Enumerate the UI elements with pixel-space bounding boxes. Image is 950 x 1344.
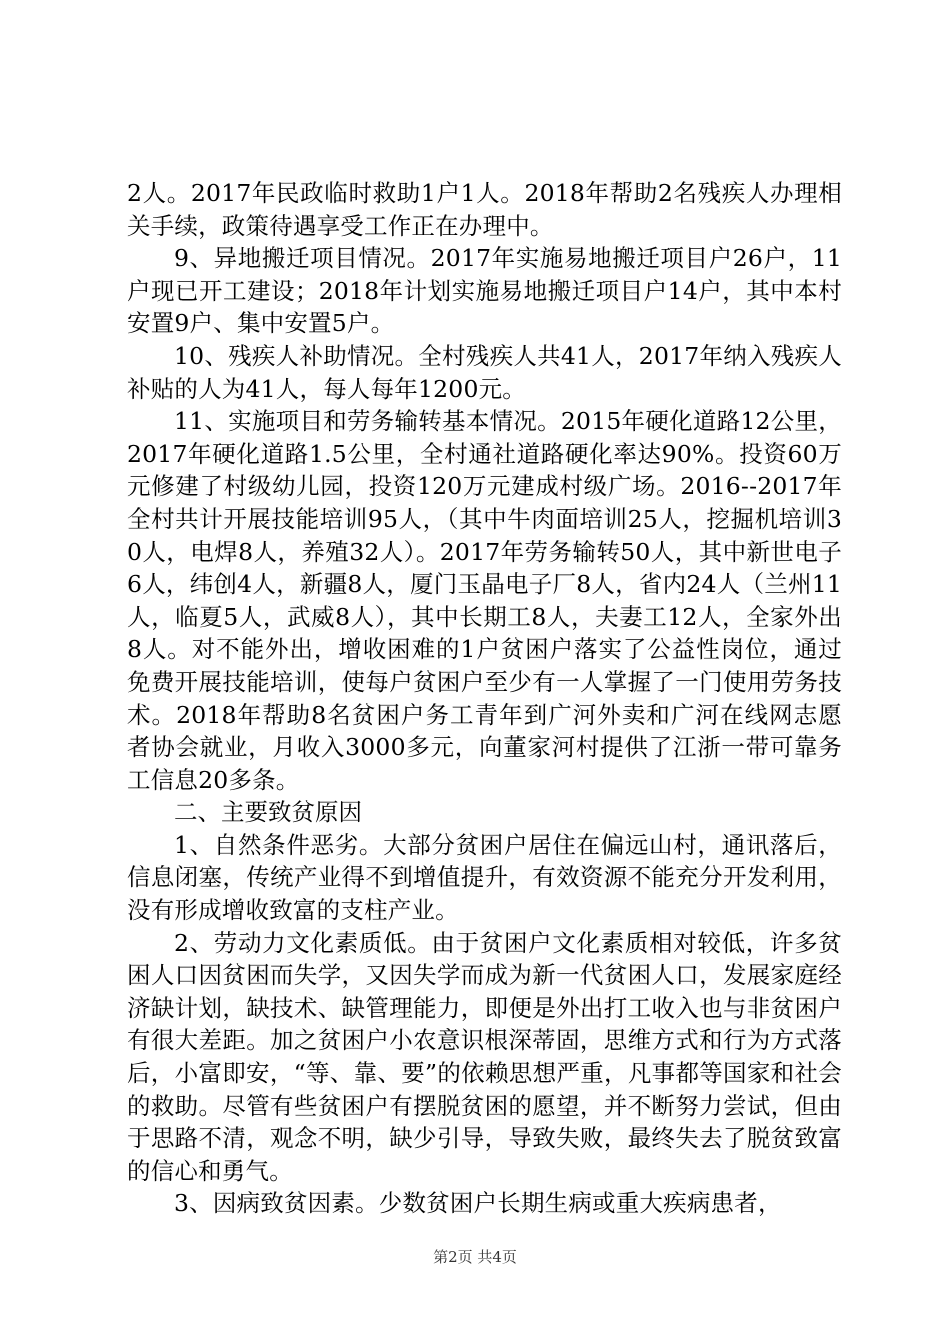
page-footer: 第2页 共4页	[433, 1248, 517, 1266]
paragraph-relief-summary: 2人。2017年民政临时救助1户1人。2018年帮助2名残疾人办理相关手续，政策待遇享受工作正在办理中。	[127, 179, 842, 240]
section-heading-poverty-causes: 二、主要致贫原因	[174, 798, 362, 827]
paragraph-illness-factor: 3、因病致贫因素。少数贫困户长期生病或重大疾病患者，	[174, 1189, 782, 1218]
paragraph-labor-quality: 2、劳动力文化素质低。由于贫困户文化素质相对较低，许多贫困人口因贫困而失学，又因失学而成为新一代贫困人口，发展家庭经济缺计划，缺技术、缺管理能力，即便是外出打工收入也与非贫困户有很大差距。加之贫困户小农意识根深蒂固，思维方式和行为方式落后，小富即安，“等、靠、要”的依赖思想严重，凡事都等国家和社会的救助。尽管有些贫困户有摆脱贫困的愿望，并不断努力尝试，但由于思路不清，观念不明，缺少引导，导致失败，最终失去了脱贫致富的信心和勇气。	[127, 928, 842, 1185]
paragraph-relocation-projects: 9、异地搬迁项目情况。2017年实施易地搬迁项目户26户，11户现已开工建设；2018年计划实施易地搬迁项目户14户，其中本村安置9户、集中安置5户。	[127, 244, 842, 338]
paragraph-disability-subsidy: 10、残疾人补助情况。全村残疾人共41人，2017年纳入残疾人补贴的人为41人，每人每年1200元。	[127, 341, 842, 403]
paragraph-natural-conditions: 1、自然条件恶劣。大部分贫困户居住在偏远山村，通讯落后，信息闭塞，传统产业得不到增值提升，有效资源不能充分开发利用，没有形成增收致富的支柱产业。	[127, 830, 842, 925]
document-body	[127, 177, 842, 1220]
paragraph-projects-labor-transfer: 11、实施项目和劳务输转基本情况。2015年硬化道路12公里，2017年硬化道路1.5公里，全村通社道路硬化率达90%。投资60万元修建了村级幼儿园，投资120万元建成村级广场。2016--2017年全村共计开展技能培训95人，（其中牛肉面培训25人，挖掘机培训30人，电焊8人，养殖32人）。2017年劳务输转50人，其中新世电子6人，纬创4人，新疆8人，厦门玉晶电子厂8人，省内24人（兰州11人，临夏5人，武威8人），其中长期工8人，夫妻工12人，全家外出8人。对不能外出，增收困难的1户贫困户落实了公益性岗位，通过免费开展技能培训，使每户贫困户至少有一人掌握了一门使用劳务技术。2018年帮助8名贫困户务工青年到广河外卖和广河在线网志愿者协会就业，月收入3000多元，向董家河村提供了江浙一带可靠务工信息20多条。	[127, 407, 842, 794]
